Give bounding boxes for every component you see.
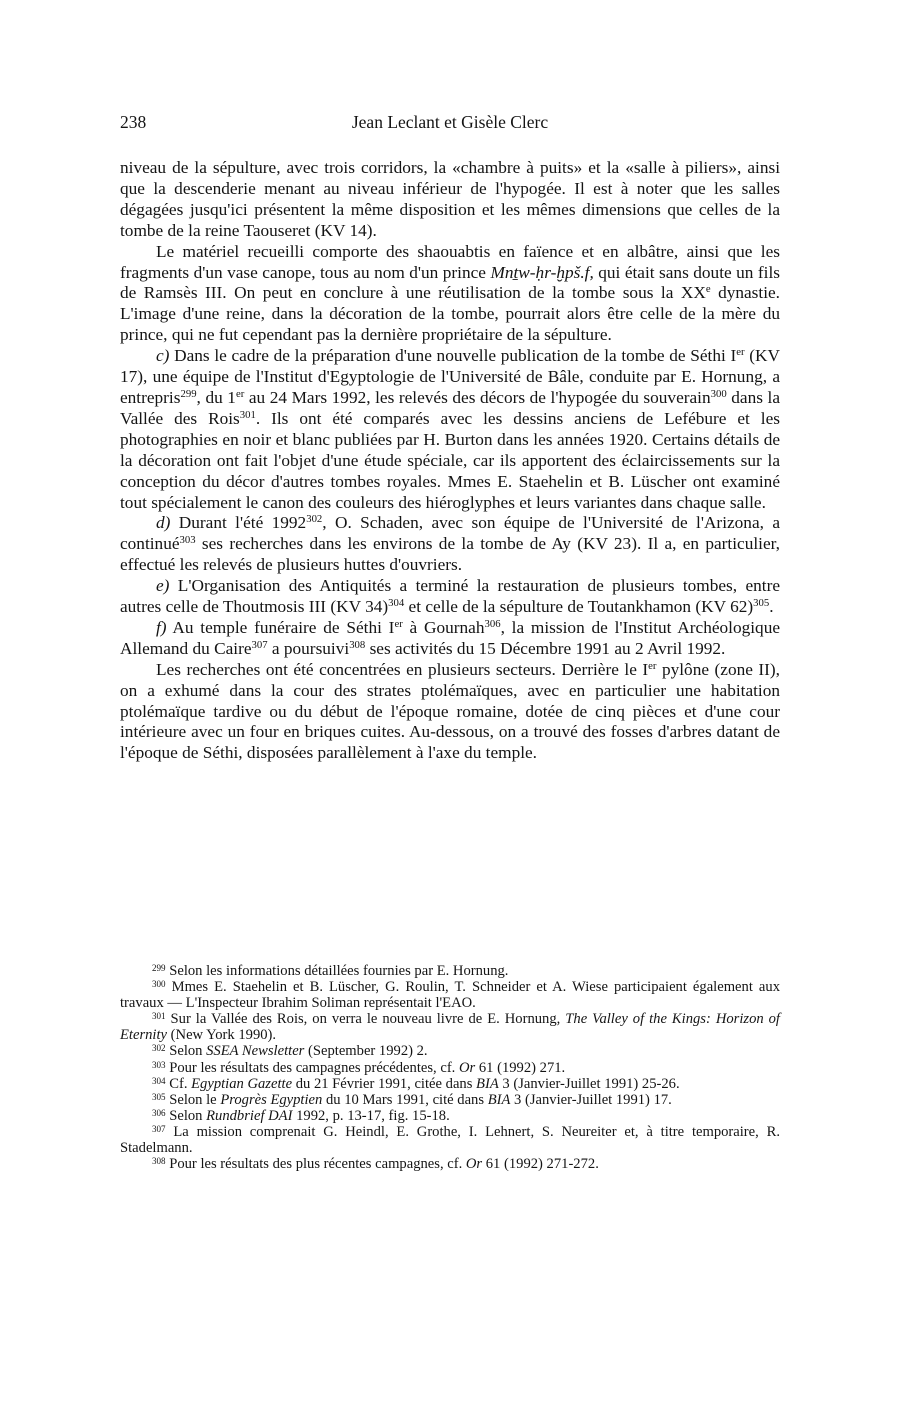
footnote [120,1060,780,1076]
running-head: Jean Leclant et Gisèle Clerc [351,112,549,132]
footnote [120,963,780,979]
footnote-text: (New York 1990). [167,1027,277,1044]
footnote-number: 307 [152,1123,166,1134]
paragraph-text: ses recherches dans les environs de la tombe de Ay (KV 23). Il a, en particulier, effectué les relevés de plusieurs huttes d'ouvriers. [120,534,780,575]
superscript: er [394,618,403,631]
footnote-text: du 10 Mars 1991, cité dans [322,1091,488,1108]
paragraph [120,576,780,618]
footnote-text: Cf. [165,1075,192,1092]
paragraph-text: Le matériel recueilli comporte des shaouabtis en faïence et en albâtre, ainsi que les fragments d'un vase canope, tous au nom d'un prince [120,241,780,282]
footnote-text: 1992, p. 13-17, fig. 15-18. [292,1107,450,1124]
paragraph-text: L'Organisation des Antiquités a terminé la restauration de plusieurs tombes, entre autres celle de Thoutmosis III (KV 34) [120,576,780,617]
footnote-ref[interactable]: 307 [251,638,268,651]
paragraph [120,660,780,765]
footnote-number: 304 [152,1075,166,1086]
paragraph-text: dans la Vallée des Rois [120,387,780,428]
paragraph-text: . Ils ont été comparés avec les dessins anciens de Lefébure et les photographies en noir et blanc publiées par H. Burton dans les années 1920. Certains détails de la décoration ont fait l'objet d'une étude spéciale, car ils apportent des éclaircissements sur la conception du décor d'autres tombes royales. Mmes E. Staehelin et B. Lüscher ont examiné tout spécialement le canon des couleurs des hiéroglyphes et leurs variantes dans chaque salle. [120,408,780,512]
footnote-ref[interactable]: 303 [179,534,196,547]
footnote [120,1124,780,1156]
footnote-text: 61 (1992) 271-272. [482,1156,599,1173]
paragraph-text: Au temple funéraire de Séthi I [166,617,395,637]
paragraph-text: Les recherches ont été concentrées en plusieurs secteurs. Derrière le I [156,659,649,679]
footnote-text: 61 (1992) 271. [475,1059,566,1076]
footnote [120,979,780,1011]
paragraph-text: Durant l'été 1992 [170,513,307,533]
footnote-number: 299 [152,962,166,973]
footnotes [120,963,780,1172]
prince-name: Mnṯw-ḥr-ḫpš.f, [490,262,594,282]
paragraph-text: et celle de la sépulture de Toutankhamon (KV 62) [404,597,754,617]
footnote-text: 3 (Janvier-Juillet 1991) 17. [510,1091,672,1108]
footnote-text: La mission comprenait G. Heindl, E. Grothe, I. Lehnert, S. Neureiter et, à titre temporaire, R. Stadelmann. [120,1123,780,1157]
footnote-text: (September 1992) 2. [304,1043,428,1060]
footnote-number: 301 [152,1011,166,1022]
paragraph-text: à Gournah [402,617,485,637]
cited-title: Or [458,1059,476,1076]
superscript: er [736,346,745,359]
footnote-number: 302 [152,1043,166,1054]
footnote [120,1076,780,1092]
paragraph [120,513,780,576]
footnote-ref[interactable]: 305 [753,597,770,610]
paragraph-text: . [769,597,774,617]
footnote-ref[interactable]: 306 [484,618,501,631]
paragraph-text: , O. Schaden, avec son équipe de l'Université de l'Arizona, a continué [120,513,780,554]
footnote-text: Pour les résultats des campagnes précédentes, cf. [165,1059,459,1076]
paragraph-text: dynastie. L'image d'une reine, dans la décoration de la tombe, pourrait alors être celle de la mère du prince, qui ne fut cependant pas la dernière propriétaire de la sépulture. [120,283,780,345]
footnote [120,1156,780,1172]
footnote-ref[interactable]: 300 [710,388,727,401]
paragraph-text: qui était sans doute un fils de Ramsès III. On peut en conclure à une réutilisation de la tombe sous la XX [120,262,780,303]
paragraph-text: (KV 17), une équipe de l'Institut d'Egyptologie de l'Université de Bâle, conduite par E. Hornung, a entrepris [120,346,780,407]
footnote-ref[interactable]: 308 [349,638,366,651]
paragraph-text: pylône (zone II), on a exhumé dans la cour des strates ptolémaïques, avec en particulier une habitation ptolémaïque tardive ou du début de l'époque romaine, dotée de cinq pièces et d'une cour intérieure avec un four en briques cuites. Au-dessous, on a trouvé des fosses d'arbres datant de l'époque de Séthi, disposées parallèlement à l'axe du temple. [120,659,780,763]
footnote-number: 303 [152,1059,166,1070]
footnote-ref[interactable]: 304 [388,597,405,610]
paragraph-text: Dans le cadre de la préparation d'une nouvelle publication de la tombe de Séthi I [169,346,737,366]
cited-title: BIA [476,1075,499,1092]
footnote-ref[interactable]: 302 [306,513,323,526]
footnote-ref[interactable]: 299 [180,388,197,401]
cited-title: BIA [487,1091,511,1108]
paragraph [120,346,780,513]
cited-title: Or [465,1156,483,1173]
footnote [120,1043,780,1059]
cited-title: Egyptian Gazette [191,1075,293,1092]
footnote [120,1092,780,1108]
section-label: c) [156,346,170,366]
footnote-text: du 21 Février 1991, citée dans [292,1075,477,1092]
paragraph-text: niveau de la sépulture, avec trois corridors, la «chambre à puits» et la «salle à piliers», ainsi que la descenderie menant au niveau inférieur de l'hypogée. Il est à noter que les salles dégagées jusqu'ici présentent la même disposition et les mêmes dimensions que celles de la tombe de la reine Taouseret (KV 14). [120,158,780,240]
paragraph [120,618,780,660]
footnote-number: 305 [152,1091,166,1102]
cited-title: Progrès Egyptien [220,1091,323,1108]
page-number: 238 [120,112,147,132]
section-label: e) [156,576,170,596]
footnote-text: Selon le [165,1091,221,1108]
footnote-number: 308 [152,1156,166,1167]
body-text [120,158,780,764]
section-label: d) [156,513,171,533]
footnote-text: Selon les informations détaillées fournies par E. Hornung. [165,963,509,979]
footnote-number: 306 [152,1107,166,1118]
paragraph-text: au 24 Mars 1992, les relevés des décors de l'hypogée du souverain [244,387,711,407]
paragraph [120,242,780,347]
superscript: e [705,283,711,296]
footnote [120,1108,780,1124]
footnote-text: Pour les résultats des plus récentes campagnes, cf. [165,1156,466,1173]
page-header [120,112,780,138]
paragraph-text: , la mission de l'Institut Archéologique Allemand du Caire [120,617,780,658]
paragraph-text: ses activités du 15 Décembre 1991 au 2 Avril 1992. [365,638,726,658]
footnote-number: 300 [152,979,166,990]
footnote-text: Selon [165,1043,207,1060]
superscript: er [648,659,657,672]
superscript: er [235,388,245,401]
cited-title: SSEA Newsletter [206,1043,305,1060]
footnote-text: Sur la Vallée des Rois, on verra le nouveau livre de E. Hornung, [165,1011,566,1028]
cited-title: The Valley of the Kings: Horizon of Eternity [120,1011,780,1044]
paragraph-text: , du 1 [196,387,236,407]
paragraph-text: a poursuivi [267,638,350,658]
footnote-ref[interactable]: 301 [239,408,256,421]
paragraph [120,158,780,242]
cited-title: Rundbrief DAI [206,1107,293,1124]
footnote [120,1011,780,1043]
footnote-text: Mmes E. Staehelin et B. Lüscher, G. Roulin, T. Schneider et A. Wiese participaient également aux travaux — L'Inspecteur Ibrahim Soliman représentait l'EAO. [120,979,780,1012]
section-label: f) [156,617,167,637]
footnote-text: 3 (Janvier-Juillet 1991) 25-26. [498,1075,680,1092]
footnote-text: Selon [165,1107,207,1124]
